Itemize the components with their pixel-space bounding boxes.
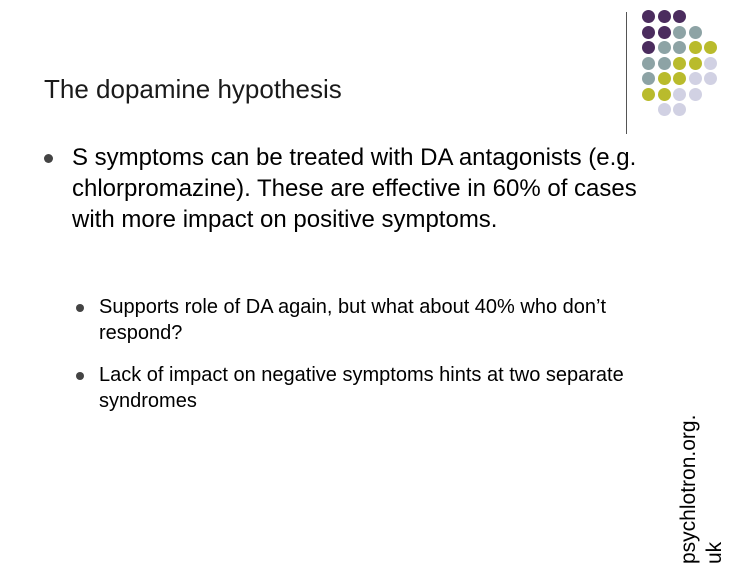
sub-bullet-item xyxy=(76,294,666,346)
decorative-dot xyxy=(673,57,686,70)
bullet-item xyxy=(44,142,684,235)
sub-bullet-item xyxy=(76,362,666,414)
sub-bullet-text: Supports role of DA again, but what about 40% who don’t respond? xyxy=(99,296,607,344)
decorative-dot xyxy=(689,57,702,70)
decorative-dot xyxy=(704,41,717,54)
dot-grid-decoration xyxy=(640,8,720,120)
decorative-dot xyxy=(658,72,671,85)
decorative-dot xyxy=(673,26,686,39)
slide-title: The dopamine hypothesis xyxy=(44,74,342,104)
decorative-dot xyxy=(689,26,702,39)
decorative-dot xyxy=(704,57,717,70)
decorative-dot xyxy=(673,88,686,101)
decorative-dot xyxy=(658,103,671,116)
divider-line xyxy=(626,12,627,134)
sub-bullet-text: Lack of impact on negative symptoms hints at two separate syndromes xyxy=(99,364,624,412)
decorative-dot xyxy=(704,72,717,85)
side-text-line-1: psychlotron.org. xyxy=(677,414,700,564)
decorative-dot xyxy=(658,41,671,54)
decorative-dot xyxy=(658,26,671,39)
decorative-dot xyxy=(642,41,655,54)
decorative-dot xyxy=(673,72,686,85)
bullet-icon xyxy=(76,304,84,312)
side-text-line-2: uk xyxy=(703,541,726,564)
decorative-dot xyxy=(642,10,655,23)
decorative-dot xyxy=(642,26,655,39)
decorative-dot xyxy=(658,88,671,101)
decorative-dot xyxy=(689,88,702,101)
decorative-dot xyxy=(673,10,686,23)
decorative-dot xyxy=(658,10,671,23)
decorative-dot xyxy=(658,57,671,70)
decorative-dot xyxy=(689,72,702,85)
decorative-dot xyxy=(673,41,686,54)
bullet-icon xyxy=(76,372,84,380)
bullet-icon xyxy=(44,154,53,163)
decorative-dot xyxy=(642,57,655,70)
vertical-side-text xyxy=(672,328,732,564)
decorative-dot xyxy=(673,103,686,116)
decorative-dot xyxy=(642,72,655,85)
decorative-dot xyxy=(642,88,655,101)
decorative-dot xyxy=(689,41,702,54)
bullet-text: S symptoms can be treated with DA antagonists (e.g. chlorpromazine). These are effective in 60% of cases with more impact on positive symptoms. xyxy=(72,144,637,233)
